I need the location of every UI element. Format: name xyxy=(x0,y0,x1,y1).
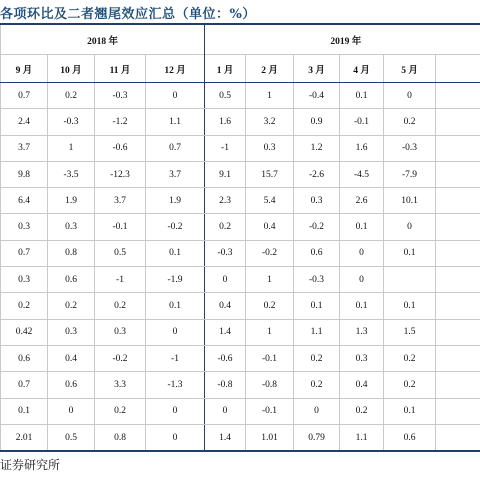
table-cell: 0.4 xyxy=(205,293,246,319)
table-cell: -0.2 xyxy=(95,345,146,371)
table-cell: 0 xyxy=(205,267,246,293)
table-cell: 15.7 xyxy=(246,161,294,187)
month-header: 2 月 xyxy=(246,55,294,83)
data-table xyxy=(0,23,480,452)
table-cell: 0.1 xyxy=(1,398,48,424)
table-cell: -0.3 xyxy=(48,109,95,135)
table-cell: -1 xyxy=(95,267,146,293)
table-cell: 0.1 xyxy=(384,240,436,266)
table-cell: 9.1 xyxy=(205,161,246,187)
table-cell-empty xyxy=(436,188,480,214)
table-cell: 0 xyxy=(48,398,95,424)
table-body xyxy=(0,24,480,451)
table-row xyxy=(0,372,480,398)
table-cell: 0.4 xyxy=(340,372,384,398)
table-cell: 3.3 xyxy=(95,372,146,398)
table-cell: 0.3 xyxy=(340,345,384,371)
table-cell: 0.6 xyxy=(384,424,436,451)
table-cell: 0 xyxy=(146,424,205,451)
month-header: 9 月 xyxy=(1,55,48,83)
table-cell: 2.4 xyxy=(1,109,48,135)
table-row xyxy=(0,109,480,135)
table-cell: -0.8 xyxy=(205,372,246,398)
table-cell: 1.1 xyxy=(146,109,205,135)
table-cell: 0 xyxy=(384,214,436,240)
table-cell: -1 xyxy=(205,135,246,161)
table-cell: 0.2 xyxy=(384,345,436,371)
table-cell: 1 xyxy=(48,135,95,161)
table-cell: 0.5 xyxy=(48,424,95,451)
table-cell: 10.1 xyxy=(384,188,436,214)
table-cell: -0.2 xyxy=(246,240,294,266)
table-cell: -0.3 xyxy=(205,240,246,266)
table-cell: 0.6 xyxy=(48,372,95,398)
year-header-2019: 2019 年 xyxy=(205,24,480,55)
table-cell: 1.1 xyxy=(294,319,340,345)
table-cell: 2.6 xyxy=(340,188,384,214)
year-header-2018: 2018 年 xyxy=(1,24,205,55)
month-header: 3 月 xyxy=(294,55,340,83)
table-cell: 0.8 xyxy=(95,424,146,451)
table-cell: 0 xyxy=(146,83,205,109)
table-row xyxy=(0,135,480,161)
table-cell: -0.8 xyxy=(246,372,294,398)
table-cell: 0 xyxy=(384,83,436,109)
month-header: 4 月 xyxy=(340,55,384,83)
table-cell: 0.8 xyxy=(48,240,95,266)
month-header: 11 月 xyxy=(95,55,146,83)
table-cell: 1 xyxy=(246,83,294,109)
table-cell: 0.1 xyxy=(294,293,340,319)
table-cell: 0.2 xyxy=(384,109,436,135)
table-cell: 0.3 xyxy=(294,188,340,214)
table-cell: 0.42 xyxy=(1,319,48,345)
table-cell: -0.2 xyxy=(294,214,340,240)
table-cell: 0 xyxy=(340,240,384,266)
table-cell: 0.1 xyxy=(384,398,436,424)
table-cell: 0.1 xyxy=(384,293,436,319)
table-cell-empty xyxy=(436,214,480,240)
table-cell: 1.9 xyxy=(48,188,95,214)
table-cell: 5.4 xyxy=(246,188,294,214)
table-cell: 1.6 xyxy=(205,109,246,135)
table-cell-empty xyxy=(436,293,480,319)
table-cell: 0.2 xyxy=(340,398,384,424)
table-cell: 1 xyxy=(246,319,294,345)
month-header: 12 月 xyxy=(146,55,205,83)
table-cell-empty xyxy=(436,345,480,371)
table-cell: 3.2 xyxy=(246,109,294,135)
table-cell: 0.3 xyxy=(1,214,48,240)
table-cell: -12.3 xyxy=(95,161,146,187)
table-cell: 0.3 xyxy=(48,319,95,345)
table-cell: -2.6 xyxy=(294,161,340,187)
table-cell xyxy=(384,267,436,293)
table-cell: 0.2 xyxy=(246,293,294,319)
table-cell: 3.7 xyxy=(146,161,205,187)
table-cell: 0.7 xyxy=(1,240,48,266)
table-cell: 0.2 xyxy=(384,372,436,398)
table-cell: 0.4 xyxy=(48,345,95,371)
month-header: 10 月 xyxy=(48,55,95,83)
table-cell: 1.4 xyxy=(205,424,246,451)
table-cell: 0.2 xyxy=(95,293,146,319)
table-cell: 0.5 xyxy=(205,83,246,109)
source-note: 证券研究所 xyxy=(0,458,61,472)
table-cell: -1.3 xyxy=(146,372,205,398)
table-cell: 0.3 xyxy=(48,214,95,240)
table-cell-empty xyxy=(436,109,480,135)
table-cell: 0.3 xyxy=(95,319,146,345)
table-cell: -0.1 xyxy=(246,398,294,424)
table-cell: 0.3 xyxy=(246,135,294,161)
table-cell: 0.1 xyxy=(146,293,205,319)
table-row xyxy=(0,345,480,371)
data-table-container xyxy=(0,23,480,452)
table-cell: -0.6 xyxy=(205,345,246,371)
table-cell: 0.79 xyxy=(294,424,340,451)
table-cell: 1.01 xyxy=(246,424,294,451)
table-cell: 1.3 xyxy=(340,319,384,345)
table-row xyxy=(0,161,480,187)
table-cell: 1.5 xyxy=(384,319,436,345)
table-cell: 0 xyxy=(294,398,340,424)
table-cell: -3.5 xyxy=(48,161,95,187)
table-cell-empty xyxy=(436,240,480,266)
table-cell: -0.4 xyxy=(294,83,340,109)
table-cell: -0.1 xyxy=(246,345,294,371)
table-cell: -1.9 xyxy=(146,267,205,293)
table-cell: -0.2 xyxy=(146,214,205,240)
table-cell: 0.9 xyxy=(294,109,340,135)
table-row xyxy=(0,398,480,424)
table-cell: 0.7 xyxy=(1,83,48,109)
table-cell: 0.2 xyxy=(48,293,95,319)
table-cell-empty xyxy=(436,83,480,109)
table-row xyxy=(0,83,480,109)
month-header-empty xyxy=(436,55,480,83)
table-cell: -0.3 xyxy=(294,267,340,293)
table-cell: 0.7 xyxy=(1,372,48,398)
table-cell: -0.6 xyxy=(95,135,146,161)
month-header: 5 月 xyxy=(384,55,436,83)
table-cell-empty xyxy=(436,135,480,161)
month-header-row xyxy=(0,55,480,83)
table-cell: 0.6 xyxy=(1,345,48,371)
table-cell-empty xyxy=(436,424,480,451)
table-cell: -1.2 xyxy=(95,109,146,135)
table-cell: 0 xyxy=(340,267,384,293)
table-cell: 0.5 xyxy=(95,240,146,266)
table-cell: 0.2 xyxy=(294,372,340,398)
month-header: 1 月 xyxy=(205,55,246,83)
table-cell: 0.1 xyxy=(340,83,384,109)
table-cell: 2.01 xyxy=(1,424,48,451)
table-cell: 0.2 xyxy=(95,398,146,424)
table-cell-empty xyxy=(436,161,480,187)
table-cell: 0.2 xyxy=(48,83,95,109)
table-cell: -1 xyxy=(146,345,205,371)
table-cell: 0.1 xyxy=(340,293,384,319)
table-cell: 1 xyxy=(246,267,294,293)
table-cell: 0.1 xyxy=(340,214,384,240)
table-cell: -4.5 xyxy=(340,161,384,187)
table-cell: 3.7 xyxy=(95,188,146,214)
table-cell: 0 xyxy=(146,398,205,424)
table-cell: -0.3 xyxy=(384,135,436,161)
table-cell: -0.1 xyxy=(95,214,146,240)
table-cell-empty xyxy=(436,372,480,398)
table-cell-empty xyxy=(436,398,480,424)
table-cell: 1.9 xyxy=(146,188,205,214)
table-cell: 0.2 xyxy=(294,345,340,371)
table-cell: 1.1 xyxy=(340,424,384,451)
table-cell: 0.1 xyxy=(146,240,205,266)
table-cell: 2.3 xyxy=(205,188,246,214)
table-cell: 1.2 xyxy=(294,135,340,161)
table-cell: -0.3 xyxy=(95,83,146,109)
table-cell: 1.6 xyxy=(340,135,384,161)
table-cell: 0 xyxy=(146,319,205,345)
year-header-row xyxy=(0,24,480,55)
table-cell: 6.4 xyxy=(1,188,48,214)
table-row xyxy=(0,240,480,266)
table-cell: 0.6 xyxy=(294,240,340,266)
table-cell: 0.7 xyxy=(146,135,205,161)
table-cell: -0.1 xyxy=(340,109,384,135)
table-row xyxy=(0,267,480,293)
table-cell: 0.3 xyxy=(1,267,48,293)
table-cell: 0 xyxy=(205,398,246,424)
table-row xyxy=(0,188,480,214)
table-cell-empty xyxy=(436,319,480,345)
table-row xyxy=(0,319,480,345)
table-cell: 1.4 xyxy=(205,319,246,345)
table-cell: 0.2 xyxy=(1,293,48,319)
table-cell: -7.9 xyxy=(384,161,436,187)
table-cell: 0.6 xyxy=(48,267,95,293)
table-title: 各项环比及二者翘尾效应汇总（单位：%） xyxy=(0,7,256,22)
table-row xyxy=(0,424,480,451)
table-cell-empty xyxy=(436,267,480,293)
table-row xyxy=(0,214,480,240)
table-cell: 9.8 xyxy=(1,161,48,187)
table-cell: 3.7 xyxy=(1,135,48,161)
table-cell: 0.4 xyxy=(246,214,294,240)
table-row xyxy=(0,293,480,319)
table-cell: 0.2 xyxy=(205,214,246,240)
